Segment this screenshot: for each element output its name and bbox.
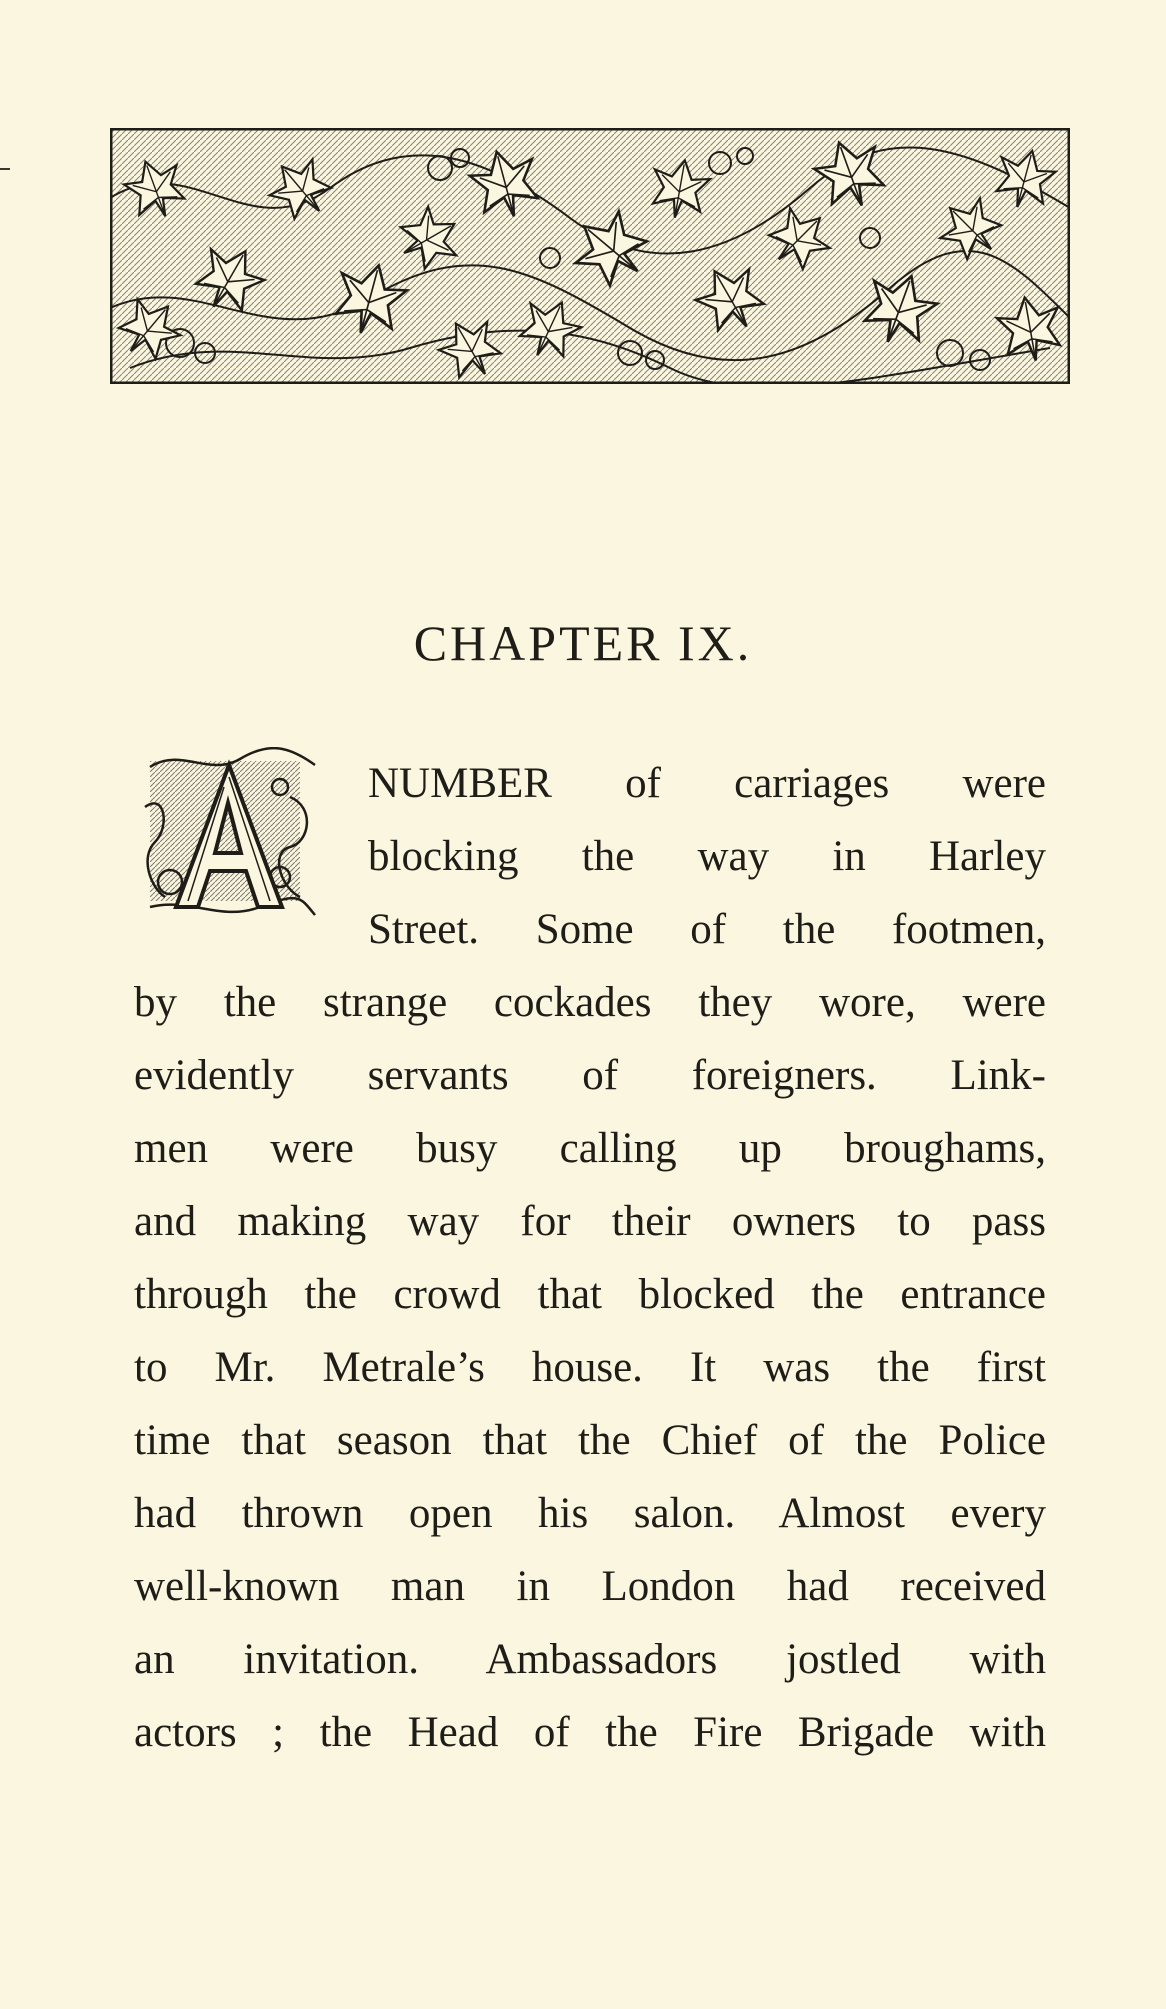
ivy-headpiece-ornament bbox=[110, 128, 1070, 384]
text-line: actors ; the Head of the Fire Brigade with bbox=[134, 1709, 1046, 1756]
chapter-title: CHAPTER IX. bbox=[413, 615, 753, 671]
text-line: had thrown open his salon. Almost every bbox=[134, 1490, 1046, 1537]
margin-mark bbox=[0, 168, 10, 170]
text-line: well-known man in London had received bbox=[134, 1563, 1046, 1610]
text-line: through the crowd that blocked the entrance bbox=[134, 1271, 1046, 1318]
text-line: blocking the way in Harley bbox=[368, 833, 1046, 880]
text-line: an invitation. Ambassadors jostled with bbox=[134, 1636, 1046, 1683]
text-line: men were busy calling up broughams, bbox=[134, 1125, 1046, 1172]
text-line: evidently servants of foreigners. Link- bbox=[134, 1052, 1046, 1099]
text-line: to Mr. Metrale’s house. It was the first bbox=[134, 1344, 1046, 1391]
text-line: and making way for their owners to pass bbox=[134, 1198, 1046, 1245]
text-line: Street. Some of the footmen, bbox=[368, 906, 1046, 953]
ornamented-initial-a-icon bbox=[140, 747, 318, 925]
text-line: by the strange cockades they wore, were bbox=[134, 979, 1046, 1026]
text-line: NUMBER of carriages were bbox=[368, 760, 1046, 807]
text-line: time that season that the Chief of the Police bbox=[134, 1417, 1046, 1464]
